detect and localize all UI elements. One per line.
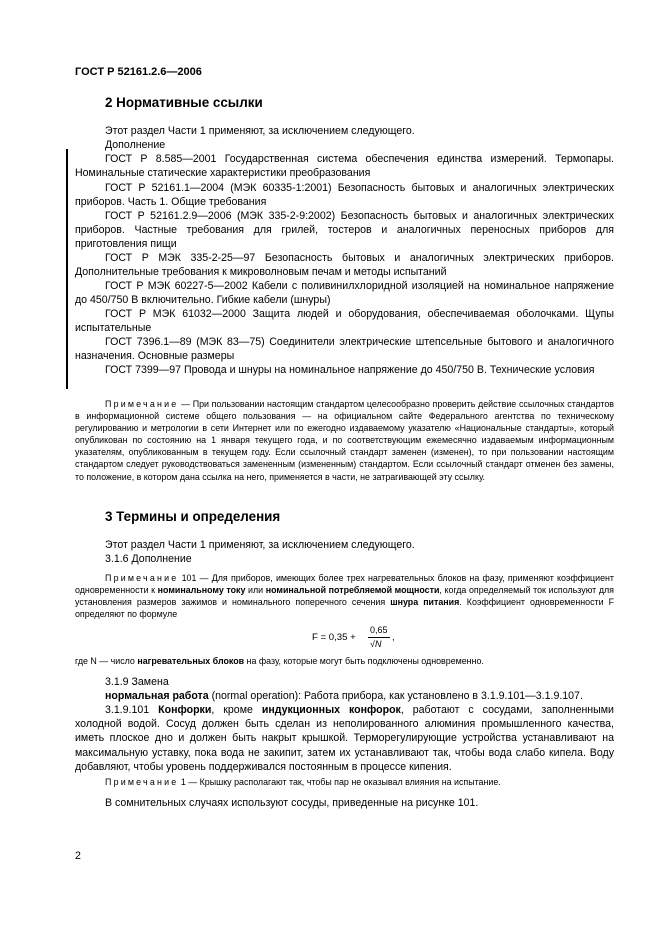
normal-operation-definition: нормальная работа (normal operation): Работа прибора, как установлено в 3.1.9.101—3.1.9.107. [105, 690, 583, 702]
section-2-note [75, 398, 614, 483]
item-3-1-9-101: 3.1.9.101 Конфорки, кроме индукционных конфорок, работают с сосудами, заполненными холодной водой. Сосуд должен быть сделан из неполированного алюминия промышленного качества, иметь плоское дно и должен быть накрыт крышкой. Терморегулирующие устройства устанавливают на максимальную уставку, пока вода не закипит, затем их устанавливают так, чтобы вода слабо кипела. Воду добавляют, чтобы уровень поддерживался постоянным в процессе кипения. [75, 704, 614, 773]
note-1: Примечание 1 — Крышку располагают так, чтобы пар не оказывал влияния на испытание. [105, 777, 501, 787]
change-bar [66, 149, 68, 389]
ref-item: ГОСТ Р 52161.1—2004 (МЭК 60335-1:2001) Безопасность бытовых и аналогичных электрических приборов. Часть 1. Общие требования [75, 182, 614, 209]
section-2-intro: Этот раздел Части 1 применяют, за исключением следующего. [105, 125, 415, 137]
subsection-3-1-9: 3.1.9 Замена [105, 676, 169, 688]
formula-denominator: √N [370, 639, 382, 649]
formula-where: где N — число нагревательных блоков на фазу, которые могут быть подключены одновременно. [75, 656, 484, 666]
formula [312, 625, 432, 655]
ref-item: ГОСТ 7399—97 Провода и шнуры на номинальное напряжение до 450/750 В. Технические условия [105, 364, 595, 376]
note-label: Примечание [105, 399, 179, 409]
fraction-bar [368, 637, 390, 638]
ref-item: ГОСТ Р МЭК 60227-5—2002 Кабели с поливинилхлоридной изоляцией на номинальное напряжение до 450/750 В включительно. Гибкие кабели (шнуры) [75, 280, 614, 307]
ref-item: ГОСТ 7396.1—89 (МЭК 83—75) Соединители электрические штепсельные бытового и аналогичного назначения. Основные размеры [75, 336, 614, 363]
formula-numerator: 0,65 [370, 625, 388, 635]
ref-item: ГОСТ Р 8.585—2001 Государственная система обеспечения единства измерений. Термопары. Номинальные статические характеристики преобразования [75, 153, 614, 180]
section-3-intro: Этот раздел Части 1 применяют, за исключением следующего. [105, 539, 415, 551]
formula-comma: , [392, 632, 395, 643]
formula-lhs: F = 0,35 + [312, 632, 356, 643]
note-101: Примечание 101 — Для приборов, имеющих более трех нагревательных блоков на фазу, применяют коэффициент одновременности к номинальному току или номинальной потребляемой мощности, когда определяемый ток используют для установления размеров зажимов и номинального поперечного сечения шнура питания. Коэффициент одновременности F определяют по формуле [75, 573, 614, 620]
ref-item: ГОСТ Р 52161.2.9—2006 (МЭК 335-2-9:2002) Безопасность бытовых и аналогичных электрических приборов. Частные требования для грилей, тостеров и аналогичных переносных приборов для приготовления пищи [75, 210, 614, 251]
note-101-label: Примечание [105, 573, 179, 583]
closing-paragraph: В сомнительных случаях используют сосуды, приведенные на рисунке 101. [105, 797, 479, 809]
ref-item: ГОСТ Р МЭК 335-2-25—97 Безопасность бытовых и аналогичных электрических приборов. Дополнительные требования к микроволновым печам и методы испытаний [75, 252, 614, 279]
subsection-3-1-6: 3.1.6 Дополнение [105, 553, 192, 565]
note-text: — При пользовании настоящим стандартом целесообразно проверить действие ссылочных стандартов в информационной системе общего пользования — на официальном сайте Федерального агентства по техническому регулированию и метрологии в сети Интернет или по ежегодно издаваемому указателю «Национальные стандарты», который опубликован по состоянию на 1 января текущего года, и по соответствующим ежемесячно издаваемым информационным указателям, опубликованным в текущем году. Если ссылочный стандарт заменен (изменен), то при пользовании настоящим стандартом следует руководствоваться замененным (измененным) стандартом. Если ссылочный стандарт отменен без замены, то положение, в котором дана ссылка на него, применяется в части, не затрагивающей эту ссылку. [75, 399, 614, 482]
page-number: 2 [75, 850, 81, 862]
section-3-title: 3 Термины и определения [105, 509, 281, 524]
ref-item: ГОСТ Р МЭК 61032—2000 Защита людей и оборудования, обеспечиваемая оболочками. Щупы испытательные [75, 308, 614, 335]
section-2-addition: Дополнение [105, 139, 166, 151]
document-header: ГОСТ Р 52161.2.6—2006 [75, 66, 202, 78]
note-1-label: Примечание [105, 777, 179, 787]
section-2-title: 2 Нормативные ссылки [105, 95, 263, 110]
